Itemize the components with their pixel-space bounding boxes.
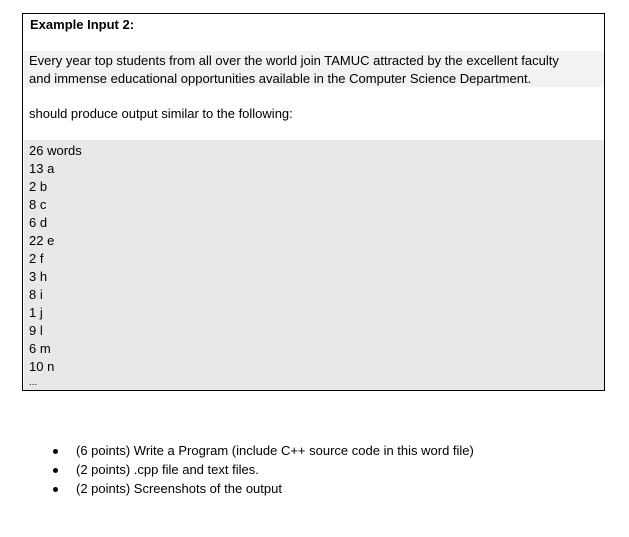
output-line: 1 j [29,305,43,320]
output-line: 8 c [29,197,47,212]
sample-output [24,140,604,390]
example-title: Example Input 2: [30,17,135,32]
output-line: 9 l [29,323,43,338]
requirement-text: (6 points) Write a Program (include C++ source code in this word file) [76,443,474,458]
output-ellipsis: ... [29,377,38,388]
bullet-icon [53,449,58,454]
bullet-icon [53,487,58,492]
input-paragraph-line: and immense educational opportunities available in the Computer Science Department. [29,71,532,86]
output-line: 2 f [29,251,44,266]
input-paragraph-line: Every year top students from all over the world join TAMUC attracted by the excellent faculty [29,53,559,68]
example-input-box [22,13,605,391]
output-line: 10 n [29,359,55,374]
should-produce-text: should produce output similar to the following: [29,106,293,121]
input-paragraph [24,51,604,87]
bullet-icon [53,468,58,473]
output-line: 22 e [29,233,55,248]
output-line: 6 d [29,215,48,230]
output-line: 13 a [29,161,55,176]
output-line: 2 b [29,179,48,194]
output-line: 26 words [29,143,82,158]
requirement-text: (2 points) .cpp file and text files. [76,462,259,477]
output-line: 8 i [29,287,43,302]
requirement-text: (2 points) Screenshots of the output [76,481,282,496]
output-line: 3 h [29,269,48,284]
output-line: 6 m [29,341,51,356]
